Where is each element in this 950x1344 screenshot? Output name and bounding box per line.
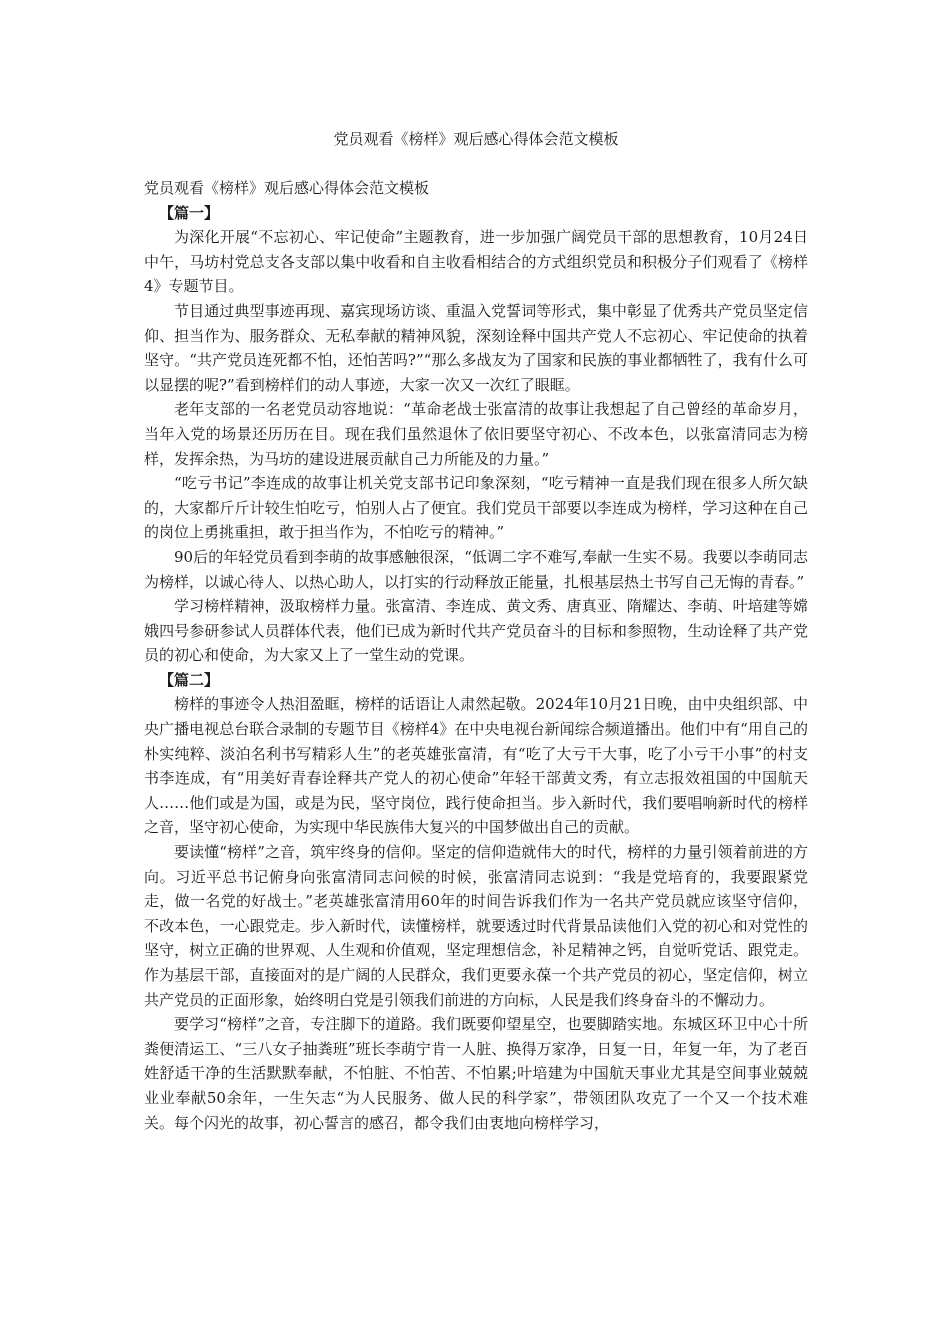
paragraph: 要学习“榜样”之音，专注脚下的道路。我们既要仰望星空，也要脚踏实地。东城区环卫中心十所粪便清运工、“三八女子抽粪班”班长李萌宁肯一人脏、换得万家净，日复一日，年复一年，为了老百姓舒适干净的生活默默奉献，不怕脏、不怕苦、不怕累;叶培建为中国航天事业尤其是空间事业兢兢业业奉献50余年，一生矢志“为人民服务、做人民的科学家”，带领团队攻克了一个又一个技术难关。每个闪光的故事，初心誓言的感召，都令我们由衷地向榜样学习， xyxy=(144,1015,808,1132)
section-heading-1: 【篇一】 xyxy=(159,203,220,222)
section-heading-2: 【篇二】 xyxy=(159,670,220,689)
paragraph: 榜样的事迹令人热泪盈眶，榜样的话语让人肃然起敬。2024年10月21日晚，由中央组织部、中央广播电视总台联合录制的专题节目《榜样4》在中央电视台新闻综合频道播出。他们中有“用自己的朴实纯粹、淡泊名利书写精彩人生”的老英雄张富清，有“吃了大亏干大事，吃了小亏干小事”的村支书李连成，有“用美好青春诠释共产党人的初心使命”年轻干部黄文秀，有立志报效祖国的中国航天人……他们或是为国，或是为民，坚守岗位，践行使命担当。步入新时代，我们要唱响新时代的榜样之音，坚守初心使命，为实现中华民族伟大复兴的中国梦做出自己的贡献。 xyxy=(144,695,808,837)
paragraph: 要读懂“榜样”之音，筑牢终身的信仰。坚定的信仰造就伟大的时代，榜样的力量引领着前进的方向。习近平总书记俯身向张富清同志问候的时候，张富清同志说到：“我是党培育的，我要跟紧党走，做一名党的好战士。”老英雄张富清用60年的时间告诉我们作为一名共产党员就应该坚守信仰，不改本色，一心跟党走。步入新时代，读懂榜样，就要透过时代背景品读他们入党的初心和对党性的坚守，树立正确的世界观、人生观和价值观，坚定理想信念，补足精神之钙，自觉听党话、跟党走。作为基层干部，直接面对的是广阔的人民群众，我们更要永葆一个共产党员的初心，坚定信仰，树立共产党员的正面形象，始终明白党是引领我们前进的方向标，人民是我们终身奋斗的不懈动力。 xyxy=(144,843,808,1009)
paragraph: 老年支部的一名老党员动容地说：“革命老战士张富清的故事让我想起了自己曾经的革命岁月，当年入党的场景还历历在目。现在我们虽然退休了依旧要坚守初心、不改本色，以张富清同志为榜样，发挥余热，为马坊的建设进展贡献自己力所能及的力量。” xyxy=(144,400,808,468)
page-title: 党员观看《榜样》观后感心得体会范文模板 xyxy=(333,130,619,148)
document-subtitle: 党员观看《榜样》观后感心得体会范文模板 xyxy=(144,179,430,197)
paragraph: 学习榜样精神，汲取榜样力量。张富清、李连成、黄文秀、唐真亚、隋耀达、李萌、叶培建等嫦娥四号参研参试人员群体代表，他们已成为新时代共产党员奋斗的目标和参照物，生动诠释了共产党员的初心和使命，为大家又上了一堂生动的党课。 xyxy=(144,597,808,665)
document-body xyxy=(144,176,808,1135)
paragraph: 90后的年轻党员看到李萌的故事感触很深，“低调二字不难写,奉献一生实不易。我要以李萌同志为榜样，以诚心待人、以热心助人，以打实的行动释放正能量，扎根基层热土书写自己无悔的青春。” xyxy=(144,547,808,591)
paragraph: 为深化开展“不忘初心、牢记使命”主题教育，进一步加强广阔党员干部的思想教育，10月24日中午，马坊村党总支各支部以集中收看和自主收看相结合的方式组织党员和积极分子们观看了《榜样4》专题节目。 xyxy=(144,228,808,296)
paragraph: “吃亏书记”李连成的故事让机关党支部书记印象深刻，“吃亏精神一直是我们现在很多人所欠缺的，大家都斤斤计较生怕吃亏，怕别人占了便宜。我们党员干部要以李连成为榜样，学习这种在自己的岗位上勇挑重担，敢于担当作为，不怕吃亏的精神。” xyxy=(144,474,808,542)
paragraph: 节目通过典型事迹再现、嘉宾现场访谈、重温入党誓词等形式，集中彰显了优秀共产党员坚定信仰、担当作为、服务群众、无私奉献的精神风貌，深刻诠释中国共产党人不忘初心、牢记使命的执着坚守。“共产党员连死都不怕，还怕苦吗?”“那么多战友为了国家和民族的事业都牺牲了，我有什么可以显摆的呢?”看到榜样们的动人事迹，大家一次又一次红了眼眶。 xyxy=(144,301,808,394)
